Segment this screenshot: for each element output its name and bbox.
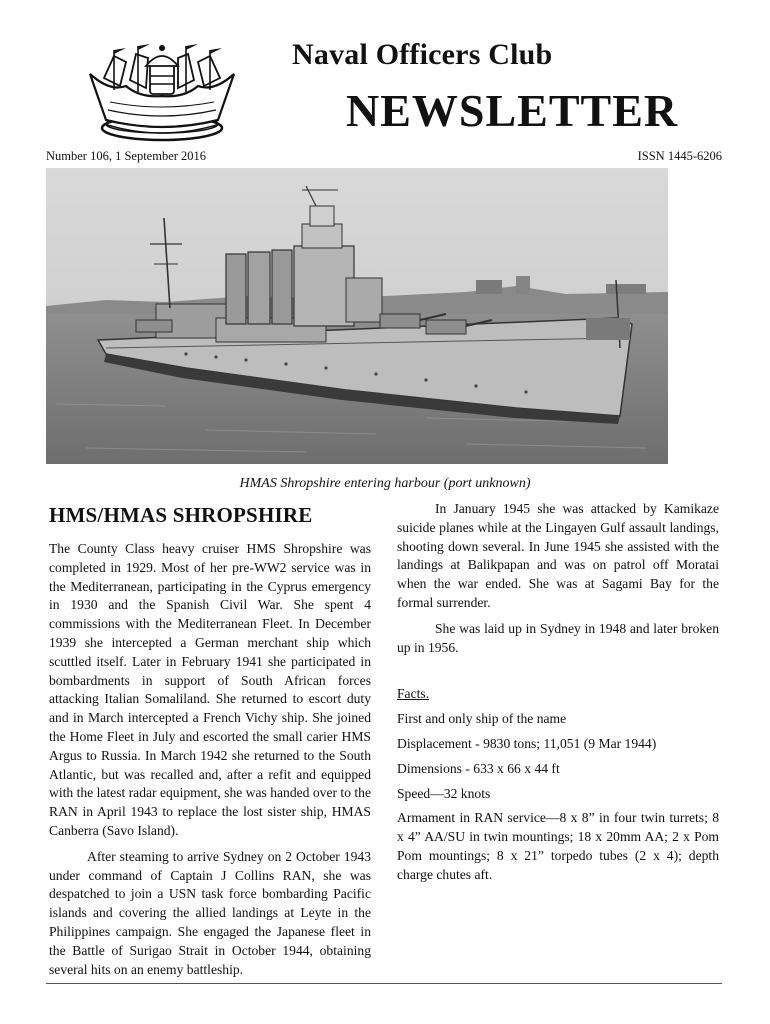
fact-item: First and only ship of the name: [397, 711, 567, 727]
article-paragraph: She was laid up in Sydney in 1948 and later broken up in 1956.: [397, 620, 719, 655]
facts-heading: Facts.: [397, 686, 430, 702]
fact-item: Dimensions - 633 x 66 x 44 ft: [397, 760, 560, 776]
issue-number-date: Number 106, 1 September 2016: [46, 149, 207, 163]
club-name: Naval Officers Club: [292, 38, 553, 71]
issn-number: ISSN 1445-6206: [637, 149, 722, 163]
fact-item: Armament in RAN service—8 x 8” in four twin turrets; 8 x 4” AA/SU in twin mountings; 18 x 20mm AA; 2 x Pom Pom mountings; 8 x 21” torpedo tubes (2 x 4); depth charge chutes aft.: [397, 810, 719, 882]
naval-crown-crest-icon: [74, 40, 250, 144]
article-paragraph: After steaming to arrive Sydney on 2 October 1943 under command of Captain J Collins RAN, she was despatched to join a USN task force bombarding Pacific islands and covering the allied landings at Leyte in the Philippines campaign. She engaged the Japanese fleet in the Battle of Surigao Strait in October 1944, obtaining several hits on an enemy battleship.: [49, 848, 371, 977]
footer-divider: [46, 983, 722, 984]
article-paragraph: In January 1945 she was attacked by Kamikaze suicide planes while at the Lingayen Gulf assault landings, shooting down several. In June 1945 she assisted with the landings at Balikpapan and was on patrol off Moratai when the war ended. She was at Sagami Bay for the formal surrender.: [397, 501, 719, 610]
article-left-column: [49, 502, 371, 979]
photo-caption: HMAS Shropshire entering harbour (port unknown): [239, 476, 531, 491]
article-paragraph: The County Class heavy cruiser HMS Shropshire was completed in 1929. Most of her pre-WW2 service was in the Mediterranean, participating in the Cyprus emergency in 1930 and the Spanish Civil War. She spent 4 commissions with the Mediterranean Fleet. In December 1939 she intercepted a German merchant ship which scuttled itself. Later in February 1941 she participated in bombardments in support of South African forces attacking Italian Somaliland. She returned to escort duty and in March intercepted a French Vichy ship. She joined the Home Fleet in July and escorted the small carier HMS Argus to Russia. In March 1942 she returned to the South Atlantic, but was recalled and, after a refit and equipped with the latest radar equipment, she was handed over to the RAN in April 1943 to replace the lost sister ship, HMAS Canberra (Savo Island).: [49, 541, 371, 838]
cruiser-photo: [46, 168, 668, 464]
article-right-column: [397, 500, 719, 885]
fact-item: Displacement - 9830 tons; 11,051 (9 Mar 1944): [397, 735, 657, 751]
fact-item: Speed—32 knots: [397, 785, 491, 801]
newsletter-title: NEWSLETTER: [346, 85, 679, 136]
article-title: HMS/HMAS SHROPSHIRE: [49, 503, 313, 527]
